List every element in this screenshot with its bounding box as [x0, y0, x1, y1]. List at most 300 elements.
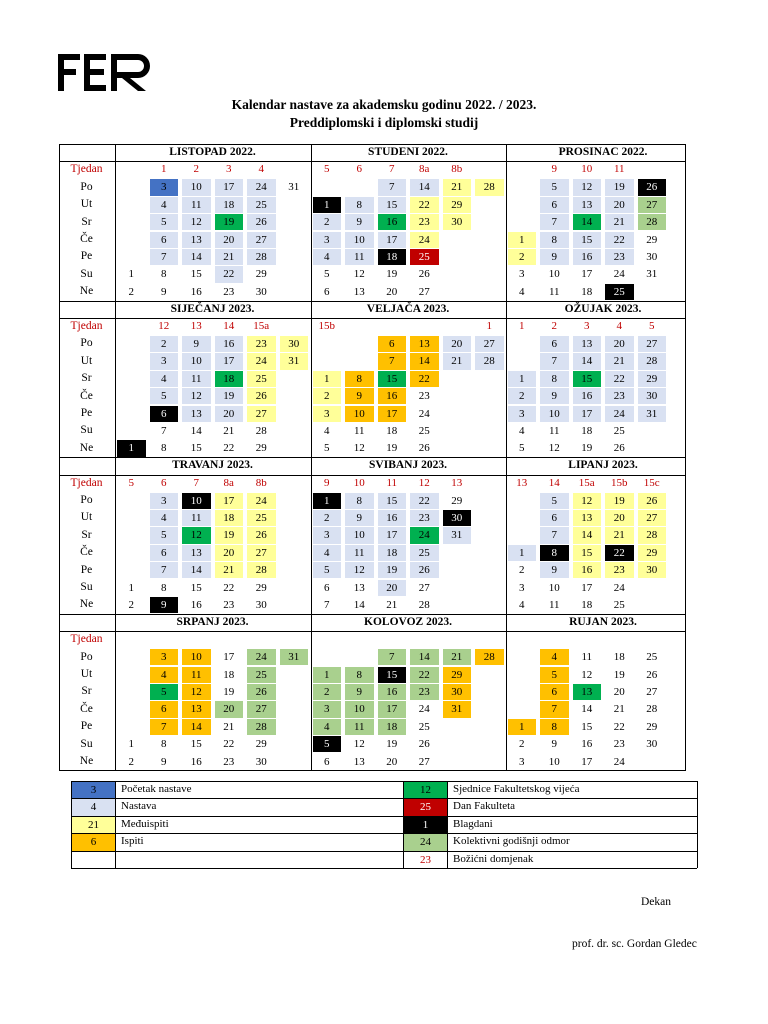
day-cell: 15: [190, 442, 202, 455]
grid-line: [59, 457, 686, 458]
day-cell: 16: [573, 562, 602, 578]
week-number: 15b: [611, 476, 628, 489]
day-cell: [443, 719, 472, 735]
week-number: [473, 631, 506, 648]
day-cell: 8: [540, 719, 569, 735]
day-label: Ut: [80, 511, 93, 524]
day-cell: 26: [613, 442, 625, 455]
week-number: 15a: [253, 320, 270, 332]
day-cell: 14: [410, 353, 439, 369]
day-cell: 24: [247, 353, 276, 369]
day-label: Po: [80, 337, 93, 350]
grid-line: [59, 161, 686, 162]
day-cell: 29: [255, 581, 267, 594]
day-cell: 7: [324, 598, 330, 611]
week-number: [376, 631, 409, 648]
day-cell: 13: [573, 684, 602, 700]
day-cell: 26: [646, 668, 658, 681]
day-cell: 12: [353, 442, 365, 455]
day-cell: [280, 197, 309, 213]
day-cell: 19: [386, 442, 398, 455]
day-cell: [345, 649, 374, 665]
grid-line: [59, 475, 686, 476]
day-cell: 25: [247, 197, 276, 213]
day-cell: 22: [410, 667, 439, 683]
day-cell: 18: [215, 197, 244, 213]
day-cell: [508, 510, 537, 526]
day-cell: 22: [605, 371, 634, 387]
month-title: PROSINAC 2022.: [558, 146, 648, 158]
day-cell: 16: [573, 249, 602, 265]
day-cell: 3: [150, 649, 179, 665]
day-cell: 20: [605, 336, 634, 352]
day-cell: 18: [386, 424, 398, 437]
day-cell: 12: [182, 214, 211, 230]
day-cell: [345, 336, 374, 352]
month-title: KOLOVOZ 2023.: [364, 615, 452, 628]
day-cell: 8: [161, 268, 167, 281]
day-cell: 12: [573, 493, 602, 509]
grid-line: [115, 144, 116, 770]
grid-line: [685, 144, 686, 770]
day-cell: [117, 406, 146, 422]
month-title: TRAVANJ 2023.: [172, 459, 253, 472]
day-cell: [117, 719, 146, 735]
day-cell: 23: [247, 336, 276, 352]
legend-swatch: 25: [404, 799, 447, 815]
day-cell: [313, 336, 342, 352]
title-line-2: Preddiplomski i diplomski studij: [289, 115, 479, 130]
day-cell: 19: [378, 562, 407, 578]
day-cell: 11: [548, 285, 560, 298]
day-cell: 22: [215, 266, 244, 282]
day-cell: 14: [410, 179, 439, 195]
day-cell: [638, 284, 667, 300]
day-cell: 23: [410, 510, 439, 526]
week-number: [408, 318, 441, 335]
day-cell: 3: [313, 701, 342, 717]
day-cell: 11: [581, 651, 593, 664]
week-number: 7: [193, 476, 199, 489]
day-cell: 29: [646, 233, 658, 246]
day-cell: 2: [150, 336, 179, 352]
day-cell: 26: [247, 527, 276, 543]
day-cell: 2: [508, 388, 537, 404]
day-cell: [508, 197, 537, 213]
day-cell: [475, 266, 504, 282]
day-cell: [345, 179, 374, 195]
day-cell: 20: [386, 285, 398, 298]
day-cell: 25: [613, 598, 625, 611]
day-cell: [508, 353, 537, 369]
week-number: 10: [581, 163, 593, 176]
day-cell: 22: [223, 442, 235, 455]
day-cell: [313, 353, 342, 369]
grid-line: [59, 301, 686, 302]
day-cell: [508, 214, 537, 230]
day-cell: 27: [247, 545, 276, 561]
day-cell: 3: [519, 755, 525, 768]
day-cell: 21: [443, 353, 472, 369]
day-cell: 12: [573, 179, 602, 195]
week-number: 5: [128, 476, 134, 489]
day-cell: 6: [150, 232, 179, 248]
legend-grid-line: [447, 781, 448, 868]
day-cell: 21: [605, 527, 634, 543]
day-cell: [508, 336, 537, 352]
day-cell: 15: [581, 720, 593, 733]
day-label: Pe: [80, 563, 93, 576]
day-label: Če: [80, 389, 93, 402]
day-cell: 21: [215, 249, 244, 265]
day-cell: 23: [605, 388, 634, 404]
day-cell: [280, 406, 309, 422]
week-number: [245, 631, 278, 648]
day-cell: [313, 179, 342, 195]
day-cell: 25: [247, 510, 276, 526]
day-cell: 22: [410, 197, 439, 213]
day-cell: [117, 545, 146, 561]
day-cell: 2: [313, 684, 342, 700]
day-cell: 29: [443, 667, 472, 683]
day-cell: 7: [378, 353, 407, 369]
day-cell: [117, 649, 146, 665]
day-cell: 30: [638, 388, 667, 404]
day-cell: 26: [638, 179, 667, 195]
day-cell: 15: [378, 197, 407, 213]
day-cell: 1: [128, 738, 134, 751]
day-cell: [475, 197, 504, 213]
day-cell: 28: [247, 562, 276, 578]
week-number: 3: [226, 163, 232, 176]
week-number: 3: [584, 320, 590, 332]
day-cell: 1: [117, 440, 146, 456]
day-cell: 25: [418, 424, 430, 437]
week-number: 2: [193, 163, 199, 176]
day-cell: 21: [223, 424, 235, 437]
day-cell: 1: [313, 371, 342, 387]
day-cell: 9: [540, 562, 569, 578]
day-cell: 6: [150, 545, 179, 561]
day-cell: 18: [215, 510, 244, 526]
document-title: [0, 96, 768, 132]
day-cell: 12: [353, 268, 365, 281]
day-cell: 6: [324, 755, 330, 768]
day-cell: 27: [646, 685, 658, 698]
day-cell: 2: [519, 564, 525, 577]
week-number: 13: [451, 476, 463, 489]
day-cell: 22: [223, 581, 235, 594]
day-cell: [443, 754, 472, 770]
day-cell: 6: [378, 336, 407, 352]
day-cell: [117, 667, 146, 683]
day-cell: [280, 701, 309, 717]
day-label: Su: [80, 737, 93, 750]
day-cell: 19: [605, 179, 634, 195]
week-number: [115, 631, 148, 648]
day-cell: 30: [443, 510, 472, 526]
day-cell: 10: [345, 406, 374, 422]
day-cell: 25: [247, 667, 276, 683]
day-cell: [475, 232, 504, 248]
day-cell: [638, 597, 667, 613]
day-cell: 29: [451, 494, 463, 507]
day-cell: [475, 597, 504, 613]
day-cell: 31: [638, 406, 667, 422]
day-cell: [475, 249, 504, 265]
day-cell: 17: [581, 268, 593, 281]
day-cell: 26: [418, 738, 430, 751]
week-number: [148, 631, 181, 648]
day-cell: 22: [613, 720, 625, 733]
day-cell: [280, 493, 309, 509]
day-cell: 1: [508, 371, 537, 387]
day-cell: [280, 597, 309, 613]
day-label: Pe: [80, 720, 93, 733]
day-cell: 3: [150, 353, 179, 369]
day-cell: 7: [540, 214, 569, 230]
month-title: SIJEČANJ 2023.: [170, 302, 255, 315]
day-cell: [638, 580, 667, 596]
day-cell: 25: [410, 545, 439, 561]
day-cell: 28: [638, 527, 667, 543]
day-cell: 17: [581, 755, 593, 768]
day-cell: [443, 406, 472, 422]
week-number: 8b: [451, 163, 463, 176]
day-cell: [475, 719, 504, 735]
day-label: Su: [80, 581, 93, 593]
day-cell: 2: [128, 598, 134, 611]
day-cell: 10: [345, 701, 374, 717]
week-number: [278, 318, 311, 335]
day-cell: 15: [573, 545, 602, 561]
day-cell: [443, 371, 472, 387]
legend-swatch: 3: [72, 782, 115, 798]
dean-label: Dekan: [641, 896, 672, 908]
day-cell: 5: [313, 736, 342, 752]
day-cell: 2: [519, 738, 525, 751]
day-cell: 11: [182, 371, 211, 387]
day-cell: 7: [161, 424, 167, 437]
day-cell: [117, 179, 146, 195]
week-number: [571, 631, 604, 648]
day-cell: 22: [605, 232, 634, 248]
day-cell: 21: [386, 598, 398, 611]
month-title: OŽUJAK 2023.: [564, 302, 642, 315]
day-cell: [443, 284, 472, 300]
day-cell: 8: [540, 232, 569, 248]
day-cell: [475, 388, 504, 404]
day-cell: 9: [345, 510, 374, 526]
day-cell: 20: [443, 336, 472, 352]
day-cell: 9: [161, 285, 167, 298]
week-number: [376, 318, 409, 335]
day-cell: 13: [353, 755, 365, 768]
day-cell: [638, 440, 667, 456]
day-cell: [117, 336, 146, 352]
day-cell: 30: [255, 755, 267, 768]
legend-label: Početak nastave: [121, 783, 192, 795]
day-cell: [638, 423, 667, 439]
day-cell: 3: [519, 581, 525, 594]
day-cell: 24: [410, 232, 439, 248]
day-cell: 18: [215, 371, 244, 387]
day-cell: [475, 562, 504, 578]
week-number: [115, 161, 148, 178]
day-cell: [443, 388, 472, 404]
month-title: VELJAČA 2023.: [366, 302, 450, 315]
day-cell: 31: [443, 527, 472, 543]
day-cell: 17: [378, 232, 407, 248]
day-cell: 2: [508, 249, 537, 265]
day-cell: 8: [345, 493, 374, 509]
day-cell: 11: [548, 598, 560, 611]
day-cell: 23: [410, 684, 439, 700]
day-cell: 19: [223, 685, 235, 698]
day-cell: 18: [223, 668, 235, 681]
day-cell: 26: [247, 388, 276, 404]
day-cell: [638, 754, 667, 770]
day-cell: 4: [540, 649, 569, 665]
day-cell: 27: [475, 336, 504, 352]
day-cell: 7: [150, 562, 179, 578]
day-cell: 28: [638, 353, 667, 369]
day-cell: 12: [581, 668, 593, 681]
day-cell: 13: [573, 336, 602, 352]
day-cell: [280, 527, 309, 543]
day-cell: [280, 249, 309, 265]
week-number: 9: [324, 476, 330, 489]
day-cell: [475, 684, 504, 700]
day-cell: [280, 266, 309, 282]
day-cell: 18: [581, 598, 593, 611]
day-cell: 19: [215, 388, 244, 404]
day-cell: [508, 179, 537, 195]
week-number: [538, 631, 571, 648]
week-number: 6: [356, 163, 362, 176]
day-cell: 13: [573, 510, 602, 526]
legend-swatch: 4: [72, 799, 115, 815]
day-cell: [508, 667, 537, 683]
week-number: 14: [548, 476, 560, 489]
day-cell: 19: [386, 738, 398, 751]
week-number: 10: [353, 476, 365, 489]
day-cell: 12: [353, 738, 365, 751]
week-number: [441, 631, 474, 648]
day-cell: 20: [215, 406, 244, 422]
week-number: [278, 631, 311, 648]
week-number: 4: [616, 320, 622, 332]
day-cell: 2: [128, 755, 134, 768]
day-cell: [280, 440, 309, 456]
day-cell: [117, 197, 146, 213]
week-number: [506, 161, 539, 178]
day-cell: 17: [573, 406, 602, 422]
day-cell: 5: [313, 562, 342, 578]
day-cell: [475, 406, 504, 422]
week-number: 8b: [255, 476, 267, 489]
day-cell: [117, 353, 146, 369]
day-cell: 12: [182, 527, 211, 543]
legend: [71, 781, 697, 868]
week-number: [441, 318, 474, 335]
day-cell: 5: [324, 268, 330, 281]
day-label: Pe: [80, 250, 93, 263]
day-cell: 9: [150, 597, 179, 613]
day-cell: 20: [215, 545, 244, 561]
legend-grid-line: [115, 781, 116, 868]
day-cell: 18: [378, 249, 407, 265]
week-number: 1: [161, 163, 167, 176]
day-cell: 24: [418, 407, 430, 420]
day-cell: 3: [508, 406, 537, 422]
day-cell: 22: [410, 493, 439, 509]
day-cell: 2: [313, 388, 342, 404]
day-cell: 24: [605, 406, 634, 422]
day-cell: [475, 284, 504, 300]
day-cell: 16: [573, 388, 602, 404]
day-cell: [443, 736, 472, 752]
grid-line: [506, 144, 507, 770]
day-cell: 23: [605, 249, 634, 265]
day-cell: [280, 736, 309, 752]
day-cell: 8: [345, 667, 374, 683]
day-cell: 7: [540, 353, 569, 369]
day-cell: 1: [508, 719, 537, 735]
day-cell: 4: [519, 598, 525, 611]
week-number: 2: [551, 320, 557, 332]
day-cell: [280, 754, 309, 770]
day-cell: 10: [345, 232, 374, 248]
day-cell: 21: [605, 214, 634, 230]
day-cell: 9: [161, 755, 167, 768]
day-cell: 9: [345, 684, 374, 700]
legend-label: Međuispiti: [121, 817, 169, 830]
day-cell: 10: [182, 179, 211, 195]
day-cell: 6: [150, 701, 179, 717]
day-cell: 17: [378, 406, 407, 422]
day-cell: 21: [443, 649, 472, 665]
day-cell: 10: [548, 581, 560, 594]
day-cell: 19: [386, 268, 398, 281]
day-cell: 29: [255, 442, 267, 455]
day-cell: 29: [255, 738, 267, 751]
day-cell: 27: [418, 285, 430, 298]
day-cell: 3: [519, 268, 525, 281]
day-cell: [117, 684, 146, 700]
day-cell: [280, 545, 309, 561]
day-cell: [280, 684, 309, 700]
day-cell: 16: [190, 755, 202, 768]
day-cell: 22: [223, 738, 235, 751]
day-cell: 20: [613, 685, 625, 698]
day-cell: [280, 371, 309, 387]
day-cell: 28: [475, 353, 504, 369]
day-cell: 18: [613, 651, 625, 664]
day-cell: [280, 388, 309, 404]
day-cell: 24: [613, 755, 625, 768]
day-cell: 20: [378, 580, 407, 596]
title-line-1: Kalendar nastave za akademsku godinu 2022. / 2023.: [231, 97, 537, 112]
day-cell: 6: [540, 197, 569, 213]
day-cell: 5: [150, 214, 179, 230]
day-cell: 6: [540, 336, 569, 352]
day-cell: 24: [247, 493, 276, 509]
day-cell: 28: [646, 703, 658, 716]
day-cell: 3: [150, 179, 179, 195]
day-cell: [117, 388, 146, 404]
day-cell: 29: [638, 371, 667, 387]
